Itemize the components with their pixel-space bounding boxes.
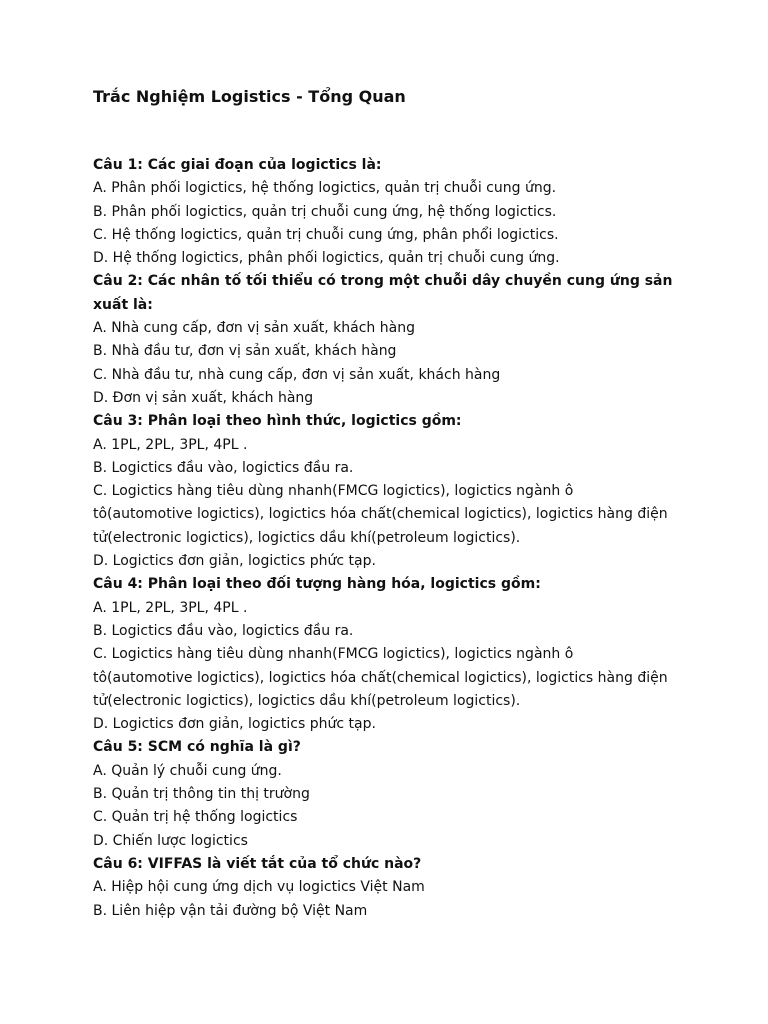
answer-option-b: B. Nhà đầu tư, đơn vị sản xuất, khách hàng [93,343,397,360]
answer-option-d: D. Hệ thống logictics, phân phối logictics, quản trị chuỗi cung ứng. [93,250,560,267]
answer-option-c: C. Quản trị hệ thống logictics [93,809,298,826]
answer-option-b: B. Logictics đầu vào, logictics đầu ra. [93,459,354,476]
document-page [93,84,673,923]
answer-option-d: D. Đơn vị sản xuất, khách hàng [93,389,314,406]
question-4 [93,573,673,736]
question-text: Câu 5: SCM có nghĩa là gì? [93,739,301,756]
answer-option-c: C. Logictics hàng tiêu dùng nhanh(FMCG logictics), logictics ngành ô tô(automotive logictics), logictics hóa chất(chemical logictics), logictics hàng điện tử(electronic logictics), logictics dầu khí(petroleum logictics). [93,646,668,709]
document-title: Trắc Nghiệm Logistics - Tổng Quan [93,87,406,106]
question-5 [93,736,673,852]
answer-option-c: C. Nhà đầu tư, nhà cung cấp, đơn vị sản xuất, khách hàng [93,366,501,383]
answer-option-a: A. 1PL, 2PL, 3PL, 4PL . [93,599,248,616]
answer-option-d: D. Logictics đơn giản, logictics phức tạp. [93,716,376,733]
question-list [93,154,673,923]
answer-option-b: B. Logictics đầu vào, logictics đầu ra. [93,622,354,639]
question-text: Câu 1: Các giai đoạn của logictics là: [93,157,382,173]
question-text: Câu 6: VIFFAS là viết tắt của tổ chức nào? [93,855,422,872]
question-text: Câu 4: Phân loại theo đối tượng hàng hóa, logictics gồm: [93,576,541,593]
question-1 [93,154,673,270]
answer-option-b: B. Liên hiệp vận tải đường bộ Việt Nam [93,902,368,919]
answer-option-c: C. Hệ thống logictics, quản trị chuỗi cung ứng, phân phổi logictics. [93,226,559,243]
answer-option-c: C. Logictics hàng tiêu dùng nhanh(FMCG logictics), logictics ngành ô tô(automotive logictics), logictics hóa chất(chemical logictics), logictics hàng điện tử(electronic logictics), logictics dầu khí(petroleum logictics). [93,483,668,546]
answer-option-d: D. Chiến lược logictics [93,832,248,849]
answer-option-a: A. Hiệp hội cung ứng dịch vụ logictics Việt Nam [93,879,425,896]
answer-option-a: A. Phân phối logictics, hệ thống logictics, quản trị chuỗi cung ứng. [93,180,557,197]
answer-option-b: B. Phân phối logictics, quản trị chuỗi cung ứng, hệ thống logictics. [93,203,557,220]
question-2 [93,270,673,410]
question-3 [93,410,673,573]
question-text: Câu 3: Phân loại theo hình thức, logictics gồm: [93,413,462,430]
answer-option-a: A. Quản lý chuỗi cung ứng. [93,762,282,779]
answer-option-a: A. Nhà cung cấp, đơn vị sản xuất, khách hàng [93,320,415,337]
question-6 [93,853,673,923]
answer-option-b: B. Quản trị thông tin thị trường [93,786,310,803]
answer-option-d: D. Logictics đơn giản, logictics phức tạp. [93,553,376,570]
answer-option-a: A. 1PL, 2PL, 3PL, 4PL . [93,436,248,453]
question-text: Câu 2: Các nhân tố tối thiểu có trong một chuỗi dây chuyền cung ứng sản xuất là: [93,273,673,313]
